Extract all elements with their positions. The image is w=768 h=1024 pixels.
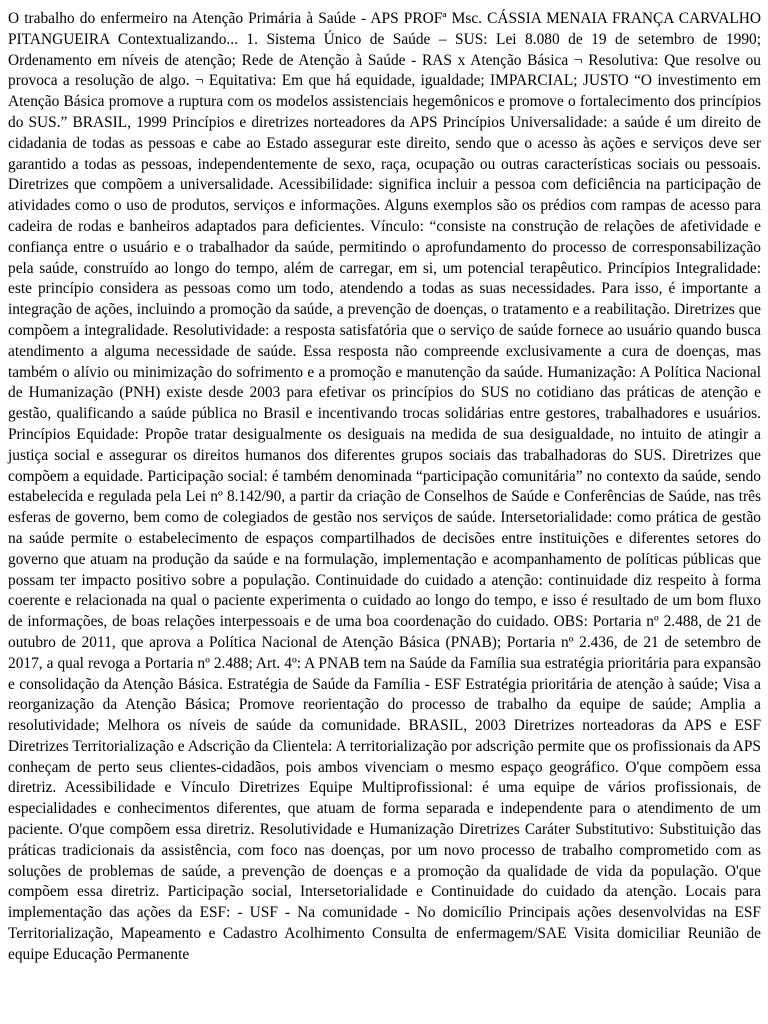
document-body-text: O trabalho do enfermeiro na Atenção Primária à Saúde - APS PROFª Msc. CÁSSIA MENAIA FRANÇA CARVALHO PITANGUEIRA Contextualizando... 1. Sistema Único de Saúde – SUS: Lei 8.080 de 19 de setembro de 1990; Ordenamento em níveis de atenção; Rede de Atenção à Saúde - RAS x Atenção Básica ¬ Resolutiva: Que resolve ou provoca a resolução de algo. ¬ Equitativa: Em que há equidade, igualdade; IMPARCIAL; JUSTO “O investimento em Atenção Básica promove a ruptura com os modelos assistenciais hegemônicos e promove o fortalecimento dos princípios do SUS.” BRASIL, 1999 Princípios e diretrizes norteadores da APS Princípios Universalidade: a saúde é um direito de cidadania de todas as pessoas e cabe ao Estado assegurar este direito, sendo que o acesso às ações e serviços deve ser garantido a todas as pessoas, independentemente de sexo, raça, ocupação ou outras características sociais ou pessoais. Diretrizes que compõem a universalidade. Acessibilidade: significa incluir a pessoa com deficiência na participação de atividades como o uso de produtos, serviços e informações. Alguns exemplos são os prédios com rampas de acesso para cadeira de rodas e banheiros adaptados para deficientes. Vínculo: “consiste na construção de relações de afetividade e confiança entre o usuário e o trabalhador da saúde, permitindo o aprofundamento do processo de corresponsabilização pela saúde, construído ao longo do tempo, além de carregar, em si, um potencial terapêutico. Princípios Integralidade: este princípio considera as pessoas como um todo, atendendo a todas as suas necessidades. Para isso, é importante a integração de ações, incluindo a promoção da saúde, a prevenção de doenças, o tratamento e a reabilitação. Diretrizes que compõem a integralidade. Resolutividade: a resposta satisfatória que o serviço de saúde fornece ao usuário quando busca atendimento a alguma necessidade de saúde. Essa resposta não compreende exclusivamente a cura de doenças, mas também o alívio ou minimização do sofrimento e a promoção e manutenção da saúde. Humanização: A Política Nacional de Humanização (PNH) existe desde 2003 para efetivar os princípios do SUS no cotidiano das práticas de atenção e gestão, qualificando a saúde pública no Brasil e incentivando trocas solidárias entre gestores, trabalhadores e usuários. Princípios Equidade: Propõe tratar desigualmente os desiguais na medida de sua desigualdade, no intuito de atingir a justiça social e assegurar os direitos humanos dos diferentes grupos sociais das trabalhadoras do SUS. Diretrizes que compõem a equidade. Participação social: é também denominada “participação comunitária” no contexto da saúde, sendo estabelecida e regulada pela Lei nº 8.142/90, a partir da criação de Conselhos de Saúde e Conferências de Saúde, nas três esferas de governo, bem como de colegiados de gestão nos serviços de saúde. Intersetorialidade: como prática de gestão na saúde permite o estabelecimento de espaços compartilhados de decisões entre instituições e diferentes setores do governo que atuam na produção da saúde e na formulação, implementação e acompanhamento de políticas públicas que possam ter impacto positivo sobre a população. Continuidade do cuidado a atenção: continuidade diz respeito à forma coerente e relacionada na qual o paciente experimenta o cuidado ao longo do tempo, e isso é resultado de um bom fluxo de informações, de boas relações interpessoais e de uma boa coordenação do cuidado. OBS: Portaria nº 2.488, de 21 de outubro de 2011, que aprova a Política Nacional de Atenção Básica (PNAB); Portaria nº 2.436, de 21 de setembro de 2017, a qual revoga a Portaria nº 2.488; Art. 4º: A PNAB tem na Saúde da Família sua estratégia prioritária para expansão e consolidação da Atenção Básica. Estratégia de Saúde da Família - ESF Estratégia prioritária de atenção à saúde; Visa a reorganização da Atenção Básica; Promove reorientação do processo de trabalho da equipe de saúde; Amplia a resolutividade; Melhora os níveis de saúde da comunidade. BRASIL, 2003 Diretrizes norteadoras da APS e ESF Diretrizes Territorialização e Adscrição da Clientela: A territorialização por adscrição permite que os profissionais da APS conheçam de perto seus clientes-cidadãos, pois ambos vivenciam o mesmo espaço geográfico. O'que compõem essa diretriz. Acessibilidade e Vínculo Diretrizes Equipe Multiprofissional: é uma equipe de vários profissionais, de especialidades e conhecimentos diferentes, que atuam de forma separada e independente para o atendimento de um paciente. O'que compõem essa diretriz. Resolutividade e Humanização Diretrizes Caráter Substitutivo: Substituição das práticas tradicionais da assistência, com foco nas doenças, por um novo processo de trabalho comprometido com as soluções de problemas de saúde, a prevenção de doenças e a promoção da qualidade de vida da população. O'que compõem essa diretriz. Participação social, Intersetorialidade e Continuidade do cuidado da atenção. Locais para implementação das ações da ESF: - USF - Na comunidade - No domicílio Principais ações desenvolvidas na ESF Territorialização, Mapeamento e Cadastro Acolhimento Consulta de enfermagem/SAE Visita domiciliar Reunião de equipe Educação Permanente — [8, 10, 761, 963]
